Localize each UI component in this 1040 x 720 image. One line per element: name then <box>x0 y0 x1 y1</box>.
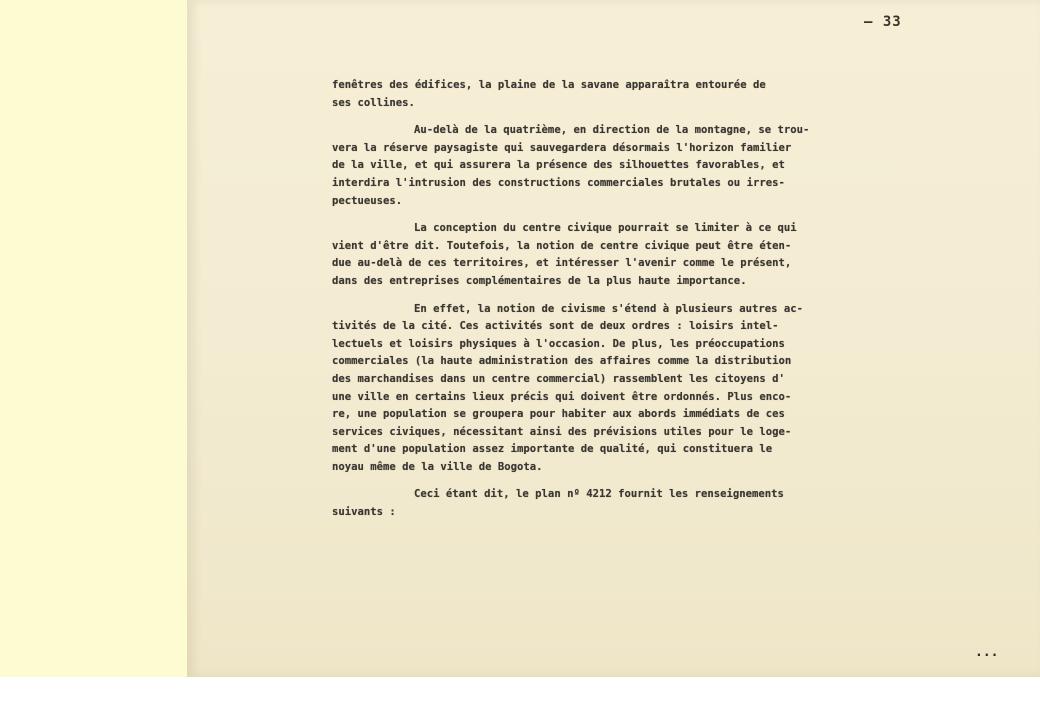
page-number: – 33 <box>864 14 902 30</box>
paragraph-gap <box>332 476 927 486</box>
left-margin <box>0 0 187 677</box>
text-line: noyau même de la ville de Bogota. <box>332 460 543 473</box>
text-line: re, une population se groupera pour habiter aux abords immédiats de ces <box>332 408 785 421</box>
paragraph-gap <box>332 291 927 301</box>
text-line: ses collines. <box>332 96 415 109</box>
paragraph-gap <box>332 210 927 220</box>
paragraph <box>332 77 927 112</box>
paragraph <box>332 122 927 210</box>
text-line: interdira l'intrusion des constructions commerciales brutales ou irres- <box>332 176 785 189</box>
text-line: de la ville, et qui assurera la présence des silhouettes favorables, et <box>332 159 785 172</box>
text-line: services civiques, nécessitant ainsi des prévisions utiles pour le loge- <box>332 425 792 438</box>
paragraph <box>332 486 927 521</box>
text-line: lectuels et loisirs physiques à l'occasion. De plus, les préoccupations <box>332 337 785 350</box>
paragraph <box>332 220 927 290</box>
paragraph <box>332 301 927 477</box>
text-line: commerciales (la haute administration des affaires comme la distribution <box>332 355 792 368</box>
text-line: ment d'une population assez importante de qualité, qui constituera le <box>332 443 773 456</box>
text-line: Au-delà de la quatrième, en direction de la montagne, se trou- <box>414 124 810 137</box>
text-line: une ville en certains lieux précis qui doivent être ordonnés. Plus enco- <box>332 390 792 403</box>
text-line: dans des entreprises complémentaires de la plus haute importance. <box>332 274 747 287</box>
text-line: En effet, la notion de civisme s'étend à plusieurs autres ac- <box>414 302 804 315</box>
text-line: tivités de la cité. Ces activités sont de deux ordres : loisirs intel- <box>332 320 779 333</box>
text-line: vera la réserve paysagiste qui sauvegardera désormais l'horizon familier <box>332 141 792 154</box>
text-line: suivants : <box>332 506 396 519</box>
text-line: Ceci étant dit, le plan nº 4212 fournit les renseignements <box>414 488 784 501</box>
paragraph-gap <box>332 112 927 122</box>
text-line: des marchandises dans un centre commercial) rassemblent les citoyens d' <box>332 372 785 385</box>
document-text <box>332 77 927 522</box>
text-line: fenêtres des édifices, la plaine de la savane apparaîtra entourée de <box>332 79 766 91</box>
text-line: due au-delà de ces territoires, et intéresser l'avenir comme le présent, <box>332 257 792 270</box>
text-line: pectueuses. <box>332 194 403 207</box>
text-line: vient d'être dit. Toutefois, la notion de centre civique peut être éten- <box>332 239 792 252</box>
continuation-mark: ... <box>975 645 999 660</box>
text-line: La conception du centre civique pourrait se limiter à ce qui <box>414 222 797 235</box>
